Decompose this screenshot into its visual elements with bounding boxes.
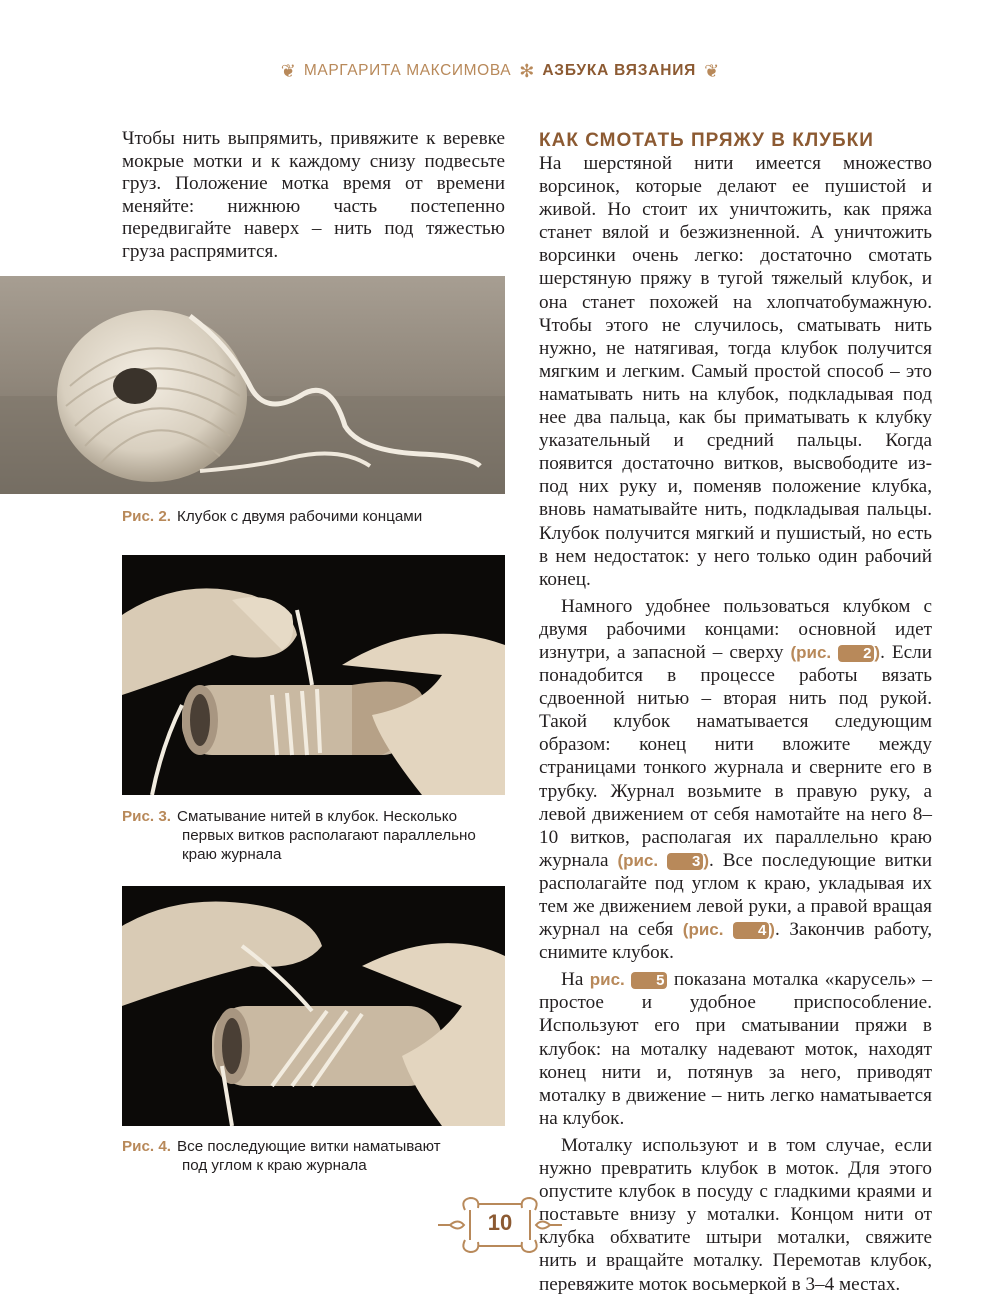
figure-3-caption bbox=[122, 807, 505, 864]
header-book-title: АЗБУКА ВЯЗАНИЯ bbox=[542, 62, 697, 79]
paragraph-2: Намного удобнее пользоваться клубком с двумя рабочими концами: основной идет изнутри, а запасной – сверху (рис. 2 ). Если понадобится в процессе работы вязать сдвоенной нитью – вторая нить под рукой. Такой клубок наматывается следующим образом: конец нити вложите между страницами тонкого журнала и сверните его в трубку. Журнал возьмите в правую руку, а левой движением от себя намотайте на него 8–10 витков, располагая их параллельно краю журнала (рис. 3 ). Все последующие витки располагайте под углом к краю, укладывая их тем же движением левой руки, а правой вращая журнал на себя (рис. 4 ). Закончив работу, снимите клубок. bbox=[539, 595, 932, 964]
page-number-frame bbox=[430, 1190, 570, 1260]
figure-2-label: Рис. 2. bbox=[122, 508, 172, 525]
header-author: МАРГАРИТА МАКСИМОВА bbox=[303, 62, 512, 79]
figure-4-photo bbox=[122, 886, 505, 1126]
ornament-right-icon: ❦ bbox=[704, 61, 720, 81]
figure-ref-3[interactable]: (рис. 3 ) bbox=[617, 850, 710, 870]
left-paragraph: Чтобы нить выпрямить, привяжите к веревке мокрые мотки и к каждому снизу подвесьте груз. Положение мотка время от времени меняйте: нижнюю часть постепенно передвигайте наверх – нить под тяжестью груза распрямится. bbox=[122, 128, 505, 262]
figure-3-label: Рис. 3. bbox=[122, 808, 172, 825]
figure-ref-4[interactable]: (рис. 4 ) bbox=[682, 920, 775, 940]
running-header bbox=[0, 58, 1000, 84]
figure-2-caption-text: Клубок с двумя рабочими концами bbox=[177, 508, 423, 525]
section-heading: КАК СМОТАТЬ ПРЯЖУ В КЛУБКИ bbox=[539, 130, 874, 151]
ornament-left-icon: ❦ bbox=[280, 61, 296, 81]
figure-4-label: Рис. 4. bbox=[122, 1138, 172, 1155]
figure-4-caption-line-2: под углом к краю журнала bbox=[182, 1157, 367, 1174]
paragraph-1: На шерстяной нити имеется множество ворсинок, которые делают ее пушистой и живой. Но стоит их уничтожить, как пряжа станет вялой и безжизненной. А уничтожить ворсинки очень легко: достаточно смотать шерстяную пряжу в тугой тяжелый клубок, и она станет похожей на хлопчатобумажную. Чтобы этого не случилось, сматывать нить нужно, не натягивая, тогда клубок получится мягким и легким. Самый простой способ – это наматывать нить на клубок, подкладывая под нее два пальца, как бы приматывать к клубку указательный и средний пальцы. Когда появится достаточно витков, высвободите из-под них руку и, поменяв положение клубка, вновь наматывайте нить, подкладывая пальцы. Клубок получится мягкий и пушистый, но есть в нем недостаток: у него только один рабочий конец. bbox=[539, 153, 932, 590]
page-number: 10 bbox=[487, 1210, 513, 1235]
ornament-star-icon: ✻ bbox=[519, 61, 535, 81]
figure-2-photo bbox=[0, 276, 505, 494]
figure-4-caption-line-1: Все последующие витки наматывают bbox=[177, 1138, 441, 1155]
figure-3-caption-line-1: Сматывание нитей в клубок. Несколько bbox=[177, 808, 458, 825]
figure-ref-5[interactable]: рис. 5 bbox=[590, 970, 668, 989]
figure-2-caption bbox=[122, 507, 505, 526]
figure-3-photo bbox=[122, 555, 505, 795]
figure-3-caption-line-2: первых витков располагают параллельно bbox=[182, 827, 476, 844]
paragraph-3: На рис. 5 показана моталка «карусель» – простое и удобное приспособление. Используют его при сматывании пряжи в клубок: на моталку надевают моток, находят конец нити и, потянув за него, приводят моталку в движение – нить легко наматывается на клубок. bbox=[539, 969, 933, 1129]
right-column-text bbox=[539, 152, 932, 1296]
paragraph-4: Моталку используют и в том случае, если нужно превратить клубок в моток. Для этого опустите клубок в посуду с гладкими краями и поставьте внизу у моталки. Концом нити от клубка обхватите штыри моталки, свяжите нить и вращайте моталку. Перемотав клубок, перевяжите моток восьмеркой в 3–4 местах. bbox=[539, 1134, 932, 1295]
figure-4-caption bbox=[122, 1137, 505, 1175]
figure-ref-2[interactable]: (рис. 2 ) bbox=[790, 642, 881, 662]
figure-3-caption-line-3: краю журнала bbox=[182, 846, 282, 863]
